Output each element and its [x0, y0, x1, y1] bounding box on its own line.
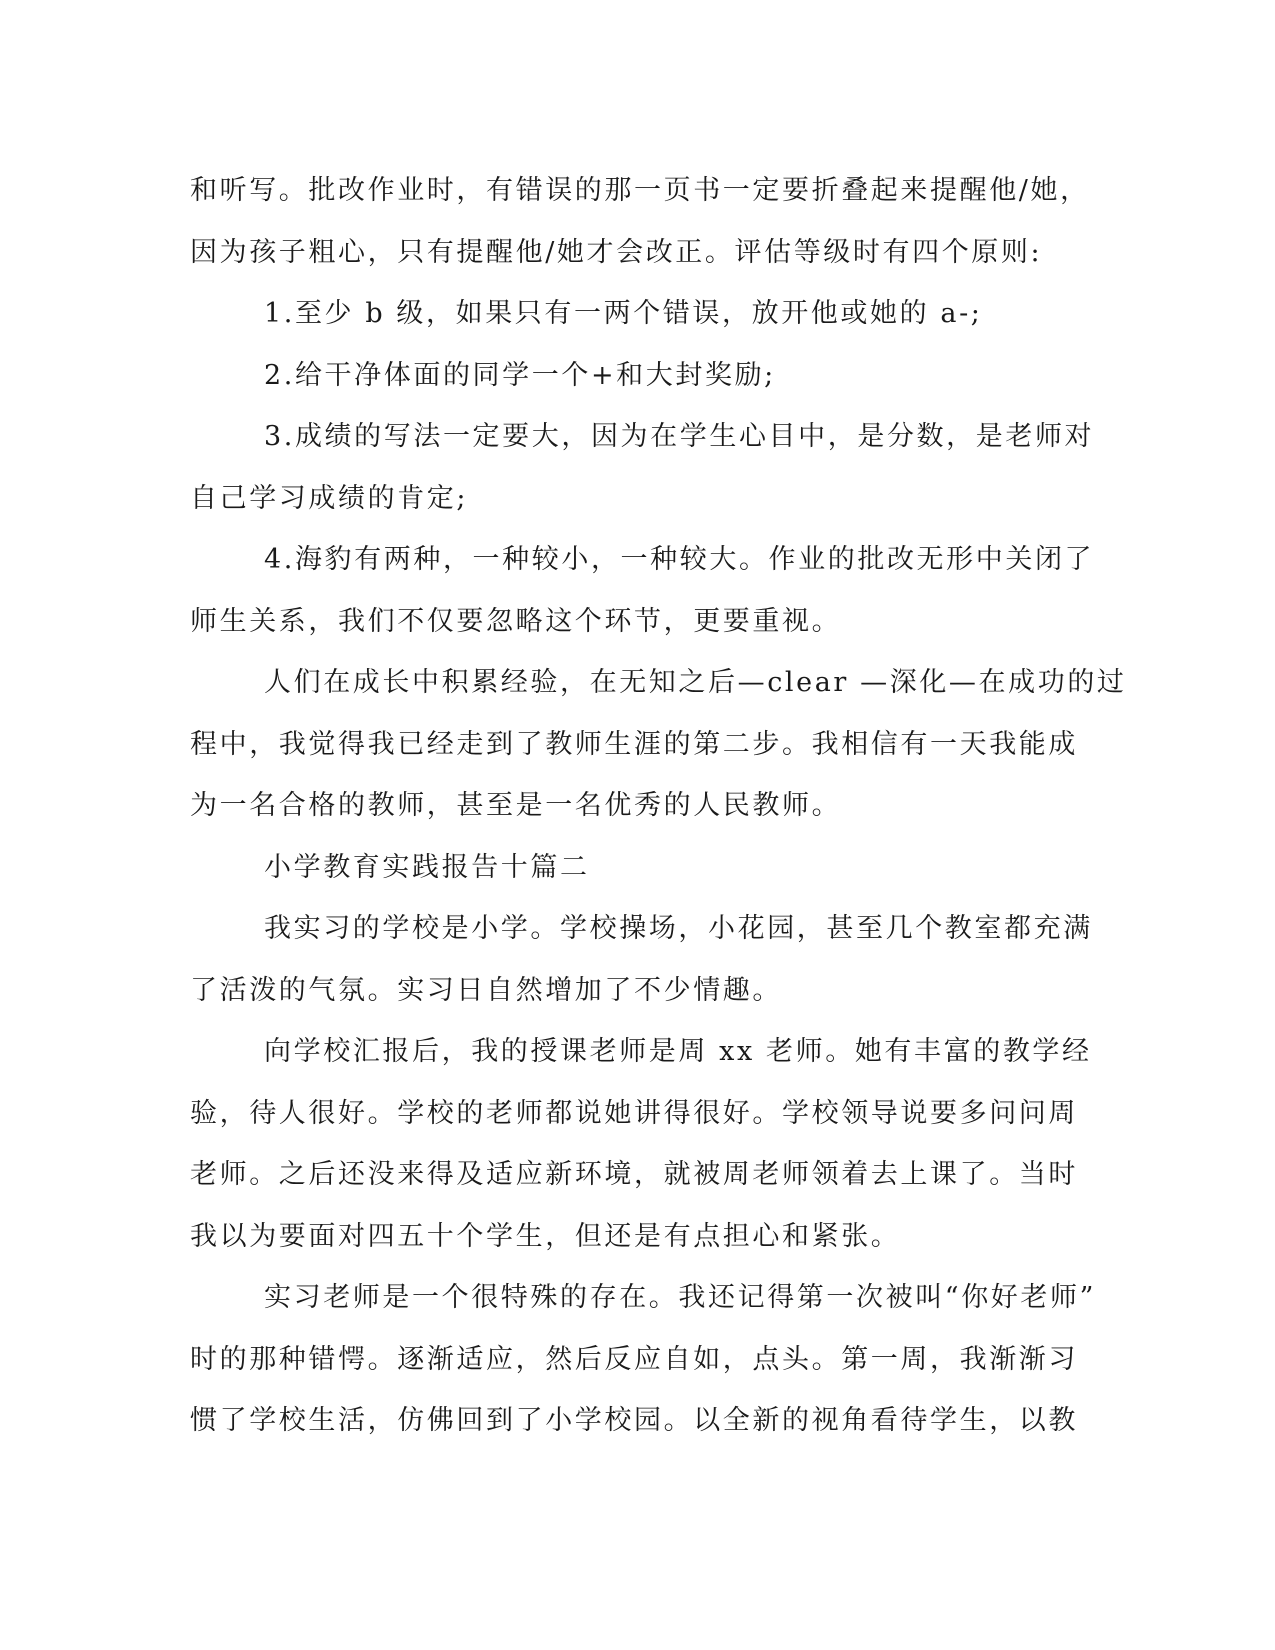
text-line: 为一名合格的教师，甚至是一名优秀的人民教师。 [190, 790, 842, 821]
text-line: 惯了学校生活，仿佛回到了小学校园。以全新的视角看待学生，以教 [190, 1405, 1078, 1436]
text-line: 师生关系，我们不仅要忽略这个环节，更要重视。 [190, 605, 842, 637]
text-line: 和听写。批改作业时，有错误的那一页书一定要折叠起来提醒他/她， [190, 175, 1090, 206]
list-item-4: 4.海豹有两种，一种较小，一种较大。作业的批改无形中关闭了 [264, 544, 1095, 575]
paragraph-start: 实习老师是一个很特殊的存在。我还记得第一次被叫“你好老师” [264, 1282, 1097, 1313]
paragraph-start: 向学校汇报后，我的授课老师是周 xx 老师。她有丰富的教学经 [264, 1036, 1092, 1067]
list-item-1: 1.至少 b 级，如果只有一两个错误，放开他或她的 a-; [264, 298, 983, 329]
paragraph-start: 我实习的学校是小学。学校操场，小花园，甚至几个教室都充满 [264, 913, 1093, 944]
text-line: 时的那种错愕。逐渐适应，然后反应自如，点头。第一周，我渐渐习 [190, 1343, 1078, 1375]
paragraph-start: 人们在成长中积累经验，在无知之后—clear —深化—在成功的过 [264, 667, 1127, 698]
text-line: 老师。之后还没来得及适应新环境，就被周老师领着去上课了。当时 [190, 1159, 1078, 1190]
text-line: 我以为要面对四五十个学生，但还是有点担心和紧张。 [190, 1220, 901, 1252]
text-line: 程中，我觉得我已经走到了教师生涯的第二步。我相信有一天我能成 [190, 728, 1078, 760]
text-line: 自己学习成绩的肯定; [190, 482, 469, 514]
text-line: 因为孩子粗心，只有提醒他/她才会改正。评估等级时有四个原则: [190, 236, 1043, 268]
document-body [190, 160, 1127, 1452]
section-heading: 小学教育实践报告十篇二 [264, 851, 590, 883]
text-line: 了活泼的气氛。实习日自然增加了不少情趣。 [190, 974, 782, 1006]
list-item-2: 2.给干净体面的同学一个+和大封奖励; [264, 359, 776, 391]
list-item-3: 3.成绩的写法一定要大，因为在学生心目中，是分数，是老师对 [264, 421, 1095, 452]
text-line: 验，待人很好。学校的老师都说她讲得很好。学校领导说要多问问周 [190, 1097, 1078, 1129]
